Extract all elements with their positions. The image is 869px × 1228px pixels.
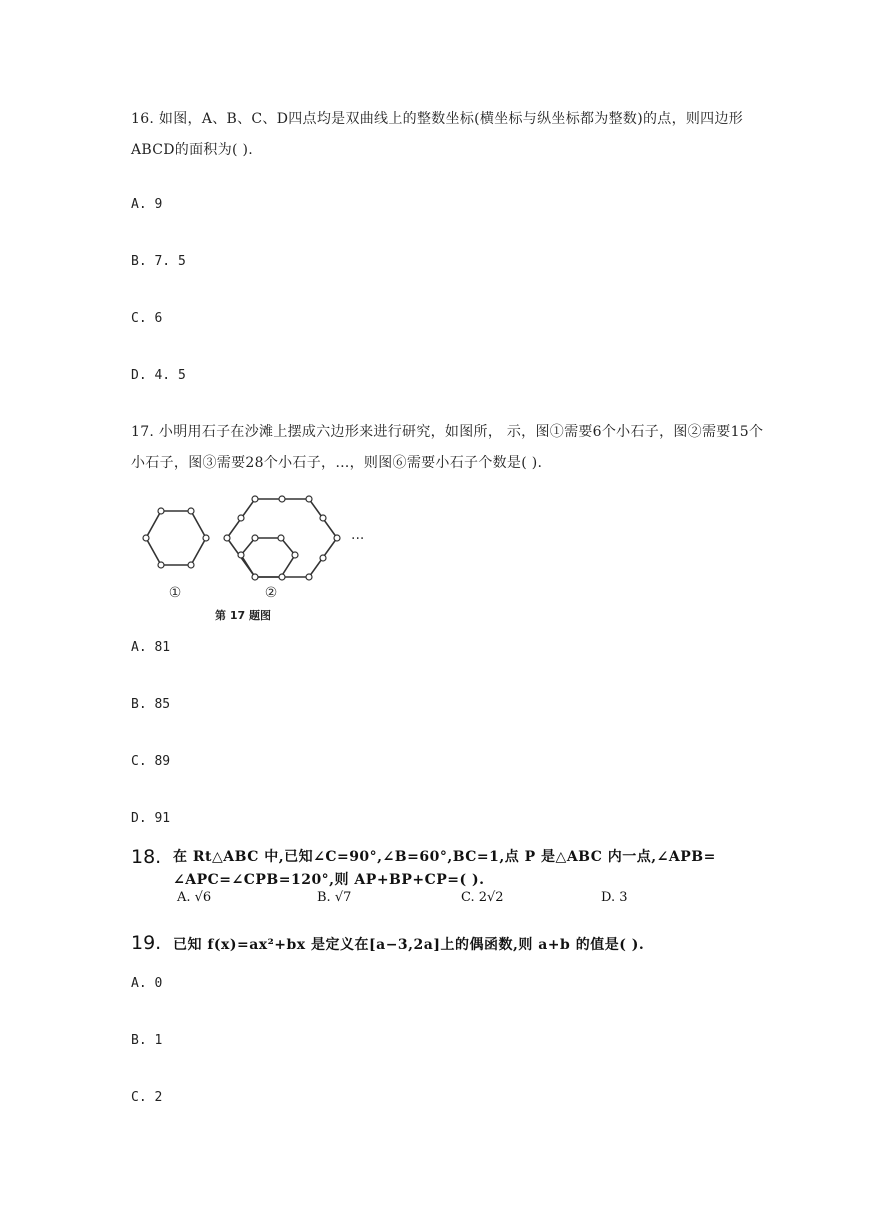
- q19-option-c: C. 2: [131, 1090, 163, 1105]
- q19-option-b: B. 1: [131, 1033, 163, 1048]
- hexagon-figure-1-stones: [143, 508, 209, 568]
- question-19-number: 19.: [131, 932, 162, 954]
- q18-choice-b: B. √7: [317, 890, 352, 905]
- q16-option-c: C. 6: [131, 311, 163, 326]
- q17-option-b: B. 85: [131, 697, 171, 712]
- question-18-line-1: 在 Rt△ABC 中,已知∠C=90°,∠B=60°,BC=1,点 P 是△ABC 内一点,∠APB=: [173, 849, 716, 865]
- q18-choice-a: A. √6: [177, 890, 212, 905]
- q17-option-c: C. 89: [131, 754, 171, 769]
- figure-caption: 第 17 题图: [215, 609, 271, 622]
- figure-label-2: ②: [264, 585, 278, 601]
- question-17-text: 17. 小明用石子在沙滩上摆成六边形来进行研究，如图所， 示，图①需要6个小石子，图②需要15个小石子，图③需要28个小石子，…，则图⑥需要小石子个数是( ).: [131, 424, 764, 471]
- question-18: [131, 842, 781, 912]
- question-18-line-2: ∠APC=∠CPB=120°,则 AP+BP+CP=( ).: [173, 872, 485, 888]
- q16-option-a: A. 9: [131, 197, 163, 212]
- question-19-text: 已知 f(x)=ax²+bx 是定义在[a−3,2a]上的偶函数,则 a+b 的值是( ).: [173, 937, 645, 953]
- question-16-text: 16. 如图，A、B、C、D四点均是双曲线上的整数坐标(横坐标与纵坐标都为整数)的点，则四边形ABCD的面积为( ).: [131, 111, 744, 158]
- question-19: [131, 930, 781, 960]
- figure-ellipsis: ···: [351, 531, 365, 547]
- q17-option-d: D. 91: [131, 811, 171, 826]
- q16-option-d: D. 4. 5: [131, 368, 186, 383]
- q16-option-b: B. 7. 5: [131, 254, 186, 269]
- q18-choice-c: C. 2√2: [461, 890, 504, 905]
- hexagon-pattern-figure: [131, 491, 371, 623]
- question-18-number: 18.: [131, 846, 162, 868]
- q17-option-a: A. 81: [131, 640, 171, 655]
- figure-label-1: ①: [168, 585, 182, 601]
- q18-choice-d: D. 3: [601, 890, 628, 905]
- hexagon-figure-2-stones: [224, 496, 340, 580]
- hexagon-figure-1: [146, 511, 206, 565]
- q19-option-a: A. 0: [131, 976, 163, 991]
